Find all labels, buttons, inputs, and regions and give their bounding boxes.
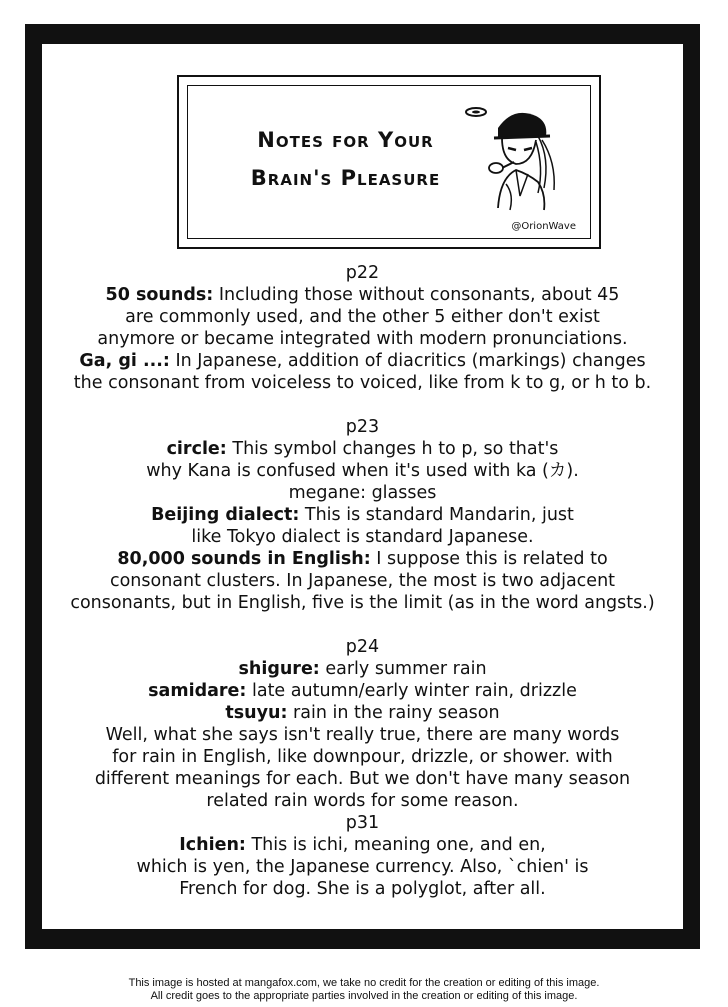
note-text: for rain in English, like downpour, drizzle, or shower. with [112,747,613,767]
note-text: I suppose this is related to [370,549,608,569]
disclaimer-line-2: All credit goes to the appropriate parties involved in the creation or editing of this image. [150,990,578,1002]
note-text: consonant clusters. In Japanese, the most is two adjacent [109,571,616,591]
note-text: are commonly used, and the other 5 either don't exist [125,307,600,327]
page-number-heading: p31 [345,813,380,833]
note-line [52,350,673,372]
note-term: 80,000 sounds in English: [117,549,371,569]
page-frame [25,24,700,949]
note-text: early summer rain [319,659,487,679]
note-line [52,592,673,614]
note-text: rain in the rainy season [287,703,500,723]
note-term: circle: [166,439,227,459]
note-line [52,790,673,812]
note-line [52,284,673,306]
note-text: This is standard Mandarin, just [299,505,574,525]
notes-body [52,262,673,900]
page-number-heading: p24 [345,637,380,657]
note-text: consonants, but in English, five is the limit (as in the word angsts.) [70,593,655,613]
note-term: Ga, gi ...: [79,351,170,371]
mascot-illustration [458,98,568,213]
note-text: which is yen, the Japanese currency. Also, `chien' is [136,857,589,877]
section-spacer [52,394,673,416]
note-line [52,328,673,350]
notes-section-p23 [52,416,673,614]
note-line [52,702,673,724]
note-line [52,526,673,548]
note-line [52,856,673,878]
note-text: like Tokyo dialect is standard Japanese. [191,527,534,547]
artist-credit: @OrionWave [511,221,576,232]
page-content [42,44,683,929]
notes-section-p22 [52,262,673,394]
page-number-heading: p23 [345,417,380,437]
note-line [52,372,673,394]
title-box-inner-border [187,85,591,239]
note-text: French for dog. She is a polyglot, after all. [179,879,546,899]
section-spacer [52,614,673,636]
note-line [52,570,673,592]
note-line [52,724,673,746]
note-line [52,658,673,680]
notes-section-p31 [52,812,673,900]
note-text: related rain words for some reason. [206,791,519,811]
hosting-disclaimer [0,977,728,1003]
note-line [52,482,673,504]
note-text: Including those without consonants, about 45 [213,285,620,305]
note-term: tsuyu: [225,703,288,723]
page-number-heading: p22 [345,263,380,283]
note-text: Well, what she says isn't really true, there are many words [105,725,620,745]
note-line [52,834,673,856]
note-text: This is ichi, meaning one, and en, [245,835,546,855]
note-text: late autumn/early winter rain, drizzle [246,681,577,701]
note-text: different meanings for each. But we don't have many season [94,769,631,789]
title-box [177,75,601,249]
note-line [52,878,673,900]
notes-section-p24 [52,636,673,812]
note-term: 50 sounds: [105,285,214,305]
note-line [52,460,673,482]
note-text: In Japanese, addition of diacritics (markings) changes [169,351,646,371]
note-term: Ichien: [179,835,246,855]
title-line-2: Brain's Pleasure [250,166,441,190]
note-line [52,306,673,328]
note-term: shigure: [238,659,320,679]
note-line [52,504,673,526]
note-term: samidare: [148,681,247,701]
note-text: This symbol changes h to p, so that's [226,439,559,459]
title-line-1: Notes for Your [257,128,434,152]
note-line [52,438,673,460]
note-text: the consonant from voiceless to voiced, like from k to g, or h to b. [73,373,652,393]
disclaimer-line-1: This image is hosted at mangafox.com, we take no credit for the creation or editing of this image. [128,977,600,989]
note-line [52,768,673,790]
note-line [52,680,673,702]
note-text: anymore or became integrated with modern pronunciations. [97,329,628,349]
note-line [52,746,673,768]
note-text: why Kana is confused when it's used with ka (カ). [146,461,579,481]
note-text: megane: glasses [288,483,437,503]
note-line [52,548,673,570]
note-term: Beijing dialect: [151,505,300,525]
